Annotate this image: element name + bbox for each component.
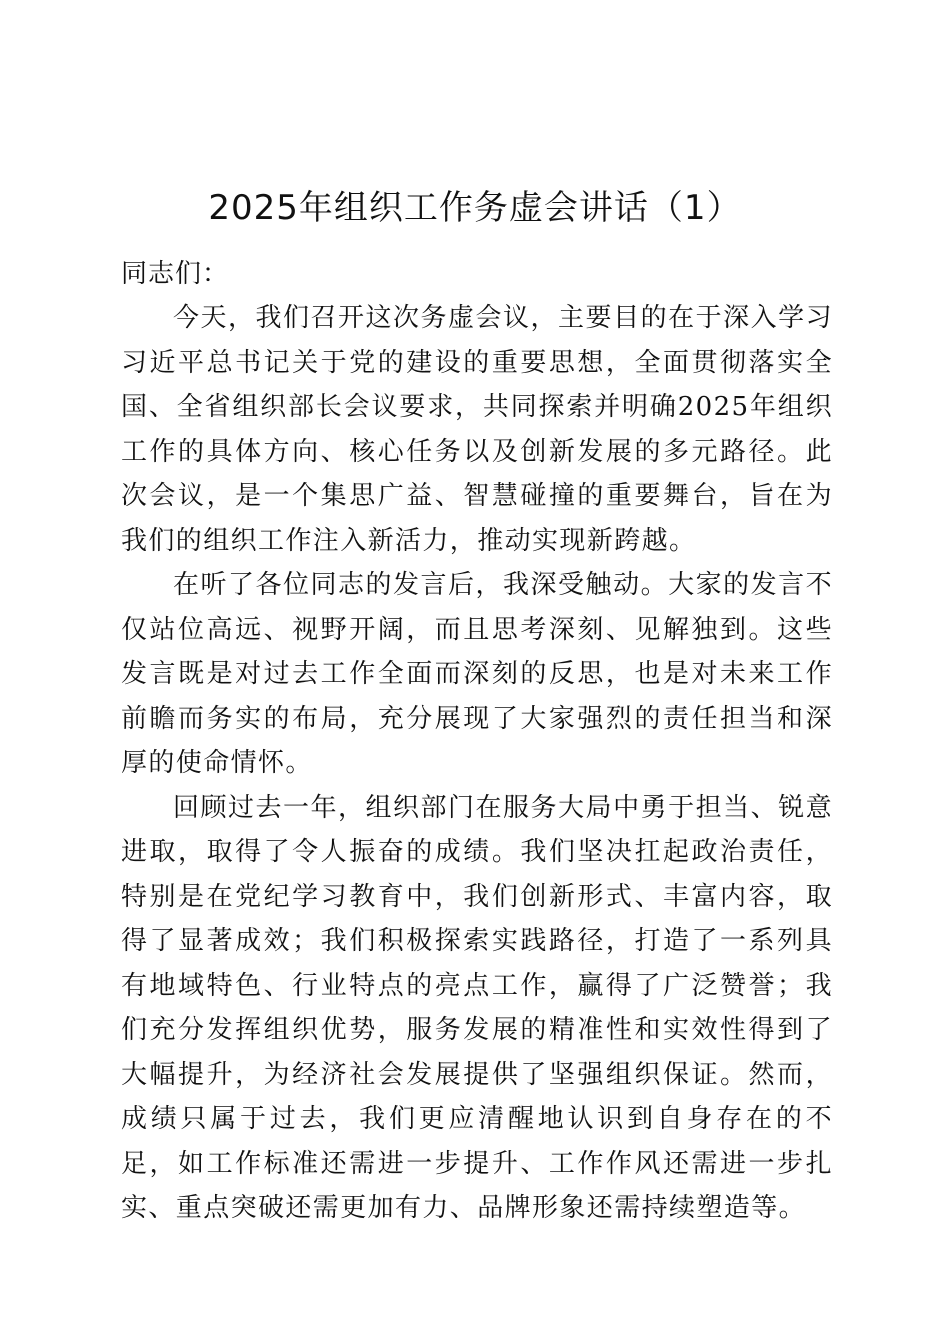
paragraph-1: 今天，我们召开这次务虚会议，主要目的在于深入学习习近平总书记关于党的建设的重要思想，全面贯彻落实全国、全省组织部长会议要求，共同探索并明确2025年组织工作的具体方向、核心任务以及创新发展的多元路径。此次会议，是一个集思广益、智慧碰撞的重要舞台，旨在为我们的组织工作注入新活力，推动实现新跨越。: [121, 303, 833, 556]
salutation: 同志们：: [121, 259, 230, 289]
paragraph-2: 在听了各位同志的发言后，我深受触动。大家的发言不仅站位高远、视野开阔，而且思考深刻、见解独到。这些发言既是对过去工作全面而深刻的反思，也是对未来工作前瞻而务实的布局，充分展现了大家强烈的责任担当和深厚的使命情怀。: [121, 570, 833, 778]
paragraph-3: 回顾过去一年，组织部门在服务大局中勇于担当、锐意进取，取得了令人振奋的成绩。我们坚决扛起政治责任，特别是在党纪学习教育中，我们创新形式、丰富内容，取得了显著成效；我们积极探索实践路径，打造了一系列具有地域特色、行业特点的亮点工作，赢得了广泛赞誉；我们充分发挥组织优势，服务发展的精准性和实效性得到了大幅提升，为经济社会发展提供了坚强组织保证。然而，成绩只属于过去，我们更应清醒地认识到自身存在的不足，如工作标准还需进一步提升、工作作风还需进一步扎实、重点突破还需更加有力、品牌形象还需持续塑造等。: [121, 792, 833, 1223]
document-body: [121, 252, 833, 1231]
document-title: 2025年组织工作务虚会讲话（1）: [208, 188, 742, 228]
